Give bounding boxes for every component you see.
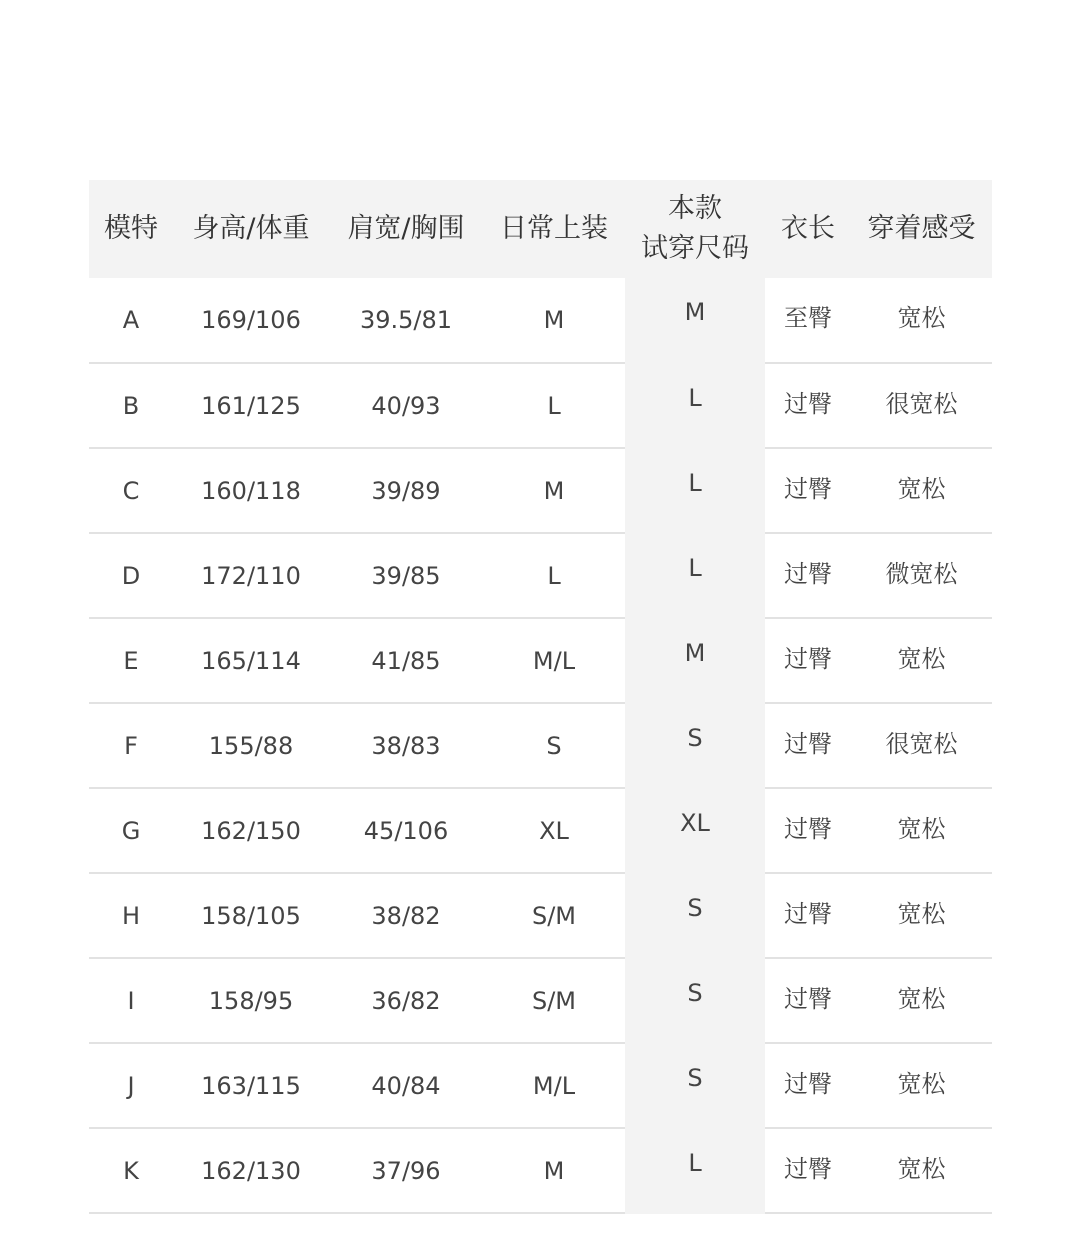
- cell-length: 过臀: [765, 1043, 851, 1128]
- cell-height-weight: 158/105: [173, 873, 329, 958]
- cell-daily-size: S/M: [483, 873, 625, 958]
- cell-feel: 宽松: [851, 278, 992, 363]
- cell-model: E: [89, 618, 173, 703]
- cell-trial-size: M: [625, 618, 765, 703]
- cell-length: 过臀: [765, 618, 851, 703]
- cell-height-weight: 169/106: [173, 278, 329, 363]
- cell-daily-size: M: [483, 278, 625, 363]
- cell-height-weight: 172/110: [173, 533, 329, 618]
- table-row: [89, 533, 992, 618]
- table-row: [89, 1043, 992, 1128]
- cell-trial-size: S: [625, 958, 765, 1043]
- cell-feel: 宽松: [851, 448, 992, 533]
- cell-height-weight: 162/130: [173, 1128, 329, 1213]
- table-row: [89, 618, 992, 703]
- cell-daily-size: M: [483, 448, 625, 533]
- cell-shoulder-bust: 38/83: [329, 703, 483, 788]
- table-row: [89, 1128, 992, 1213]
- header-model: 模特: [104, 213, 158, 244]
- cell-length: 过臀: [765, 703, 851, 788]
- header-row: [89, 180, 992, 278]
- cell-height-weight: 155/88: [173, 703, 329, 788]
- cell-feel: 宽松: [851, 1128, 992, 1213]
- cell-length: 过臀: [765, 533, 851, 618]
- cell-length: 过臀: [765, 788, 851, 873]
- cell-feel: 很宽松: [851, 363, 992, 448]
- table-row: [89, 278, 992, 363]
- cell-feel: 宽松: [851, 1043, 992, 1128]
- table-row: [89, 703, 992, 788]
- cell-height-weight: 160/118: [173, 448, 329, 533]
- cell-trial-size: L: [625, 363, 765, 448]
- cell-shoulder-bust: 39/89: [329, 448, 483, 533]
- cell-trial-size: L: [625, 1128, 765, 1213]
- table-row: [89, 363, 992, 448]
- cell-height-weight: 158/95: [173, 958, 329, 1043]
- cell-daily-size: S: [483, 703, 625, 788]
- cell-daily-size: XL: [483, 788, 625, 873]
- cell-feel: 很宽松: [851, 703, 992, 788]
- cell-trial-size: M: [625, 278, 765, 363]
- table-body: [89, 278, 992, 1213]
- cell-length: 过臀: [765, 363, 851, 448]
- cell-shoulder-bust: 45/106: [329, 788, 483, 873]
- header-shoulder-bust: 肩宽/胸围: [347, 213, 465, 244]
- cell-length: 至臀: [765, 278, 851, 363]
- cell-feel: 微宽松: [851, 533, 992, 618]
- cell-model: I: [89, 958, 173, 1043]
- table-row: [89, 873, 992, 958]
- cell-trial-size: S: [625, 873, 765, 958]
- cell-shoulder-bust: 36/82: [329, 958, 483, 1043]
- cell-trial-size: S: [625, 1043, 765, 1128]
- cell-feel: 宽松: [851, 873, 992, 958]
- cell-feel: 宽松: [851, 788, 992, 873]
- table-row: [89, 448, 992, 533]
- cell-length: 过臀: [765, 958, 851, 1043]
- cell-shoulder-bust: 39.5/81: [329, 278, 483, 363]
- header-daily-size: 日常上装: [500, 213, 608, 244]
- cell-model: F: [89, 703, 173, 788]
- cell-daily-size: M: [483, 1128, 625, 1213]
- header-feel: 穿着感受: [867, 213, 976, 244]
- cell-shoulder-bust: 40/93: [329, 363, 483, 448]
- header-height-weight: 身高/体重: [192, 213, 310, 244]
- cell-feel: 宽松: [851, 958, 992, 1043]
- cell-model: G: [89, 788, 173, 873]
- cell-height-weight: 162/150: [173, 788, 329, 873]
- header-trial-size-line2: 试穿尺码: [641, 233, 749, 264]
- cell-daily-size: L: [483, 533, 625, 618]
- cell-model: J: [89, 1043, 173, 1128]
- cell-model: C: [89, 448, 173, 533]
- cell-daily-size: M/L: [483, 1043, 625, 1128]
- cell-model: B: [89, 363, 173, 448]
- header-length: 衣长: [781, 213, 835, 244]
- cell-daily-size: L: [483, 363, 625, 448]
- cell-trial-size: S: [625, 703, 765, 788]
- cell-feel: 宽松: [851, 618, 992, 703]
- cell-length: 过臀: [765, 873, 851, 958]
- cell-model: D: [89, 533, 173, 618]
- cell-height-weight: 161/125: [173, 363, 329, 448]
- cell-shoulder-bust: 40/84: [329, 1043, 483, 1128]
- table-row: [89, 958, 992, 1043]
- cell-trial-size: L: [625, 533, 765, 618]
- cell-length: 过臀: [765, 1128, 851, 1213]
- cell-height-weight: 165/114: [173, 618, 329, 703]
- cell-model: K: [89, 1128, 173, 1213]
- cell-height-weight: 163/115: [173, 1043, 329, 1128]
- table-header: [89, 180, 992, 278]
- cell-shoulder-bust: 41/85: [329, 618, 483, 703]
- cell-model: A: [89, 278, 173, 363]
- cell-trial-size: XL: [625, 788, 765, 873]
- header-trial-size-line1: 本款: [668, 193, 722, 224]
- cell-length: 过臀: [765, 448, 851, 533]
- header-trial-size: [625, 180, 765, 278]
- cell-model: H: [89, 873, 173, 958]
- cell-trial-size: L: [625, 448, 765, 533]
- cell-shoulder-bust: 37/96: [329, 1128, 483, 1213]
- size-fit-table: [89, 180, 992, 1214]
- cell-daily-size: S/M: [483, 958, 625, 1043]
- cell-shoulder-bust: 38/82: [329, 873, 483, 958]
- cell-daily-size: M/L: [483, 618, 625, 703]
- cell-shoulder-bust: 39/85: [329, 533, 483, 618]
- table-row: [89, 788, 992, 873]
